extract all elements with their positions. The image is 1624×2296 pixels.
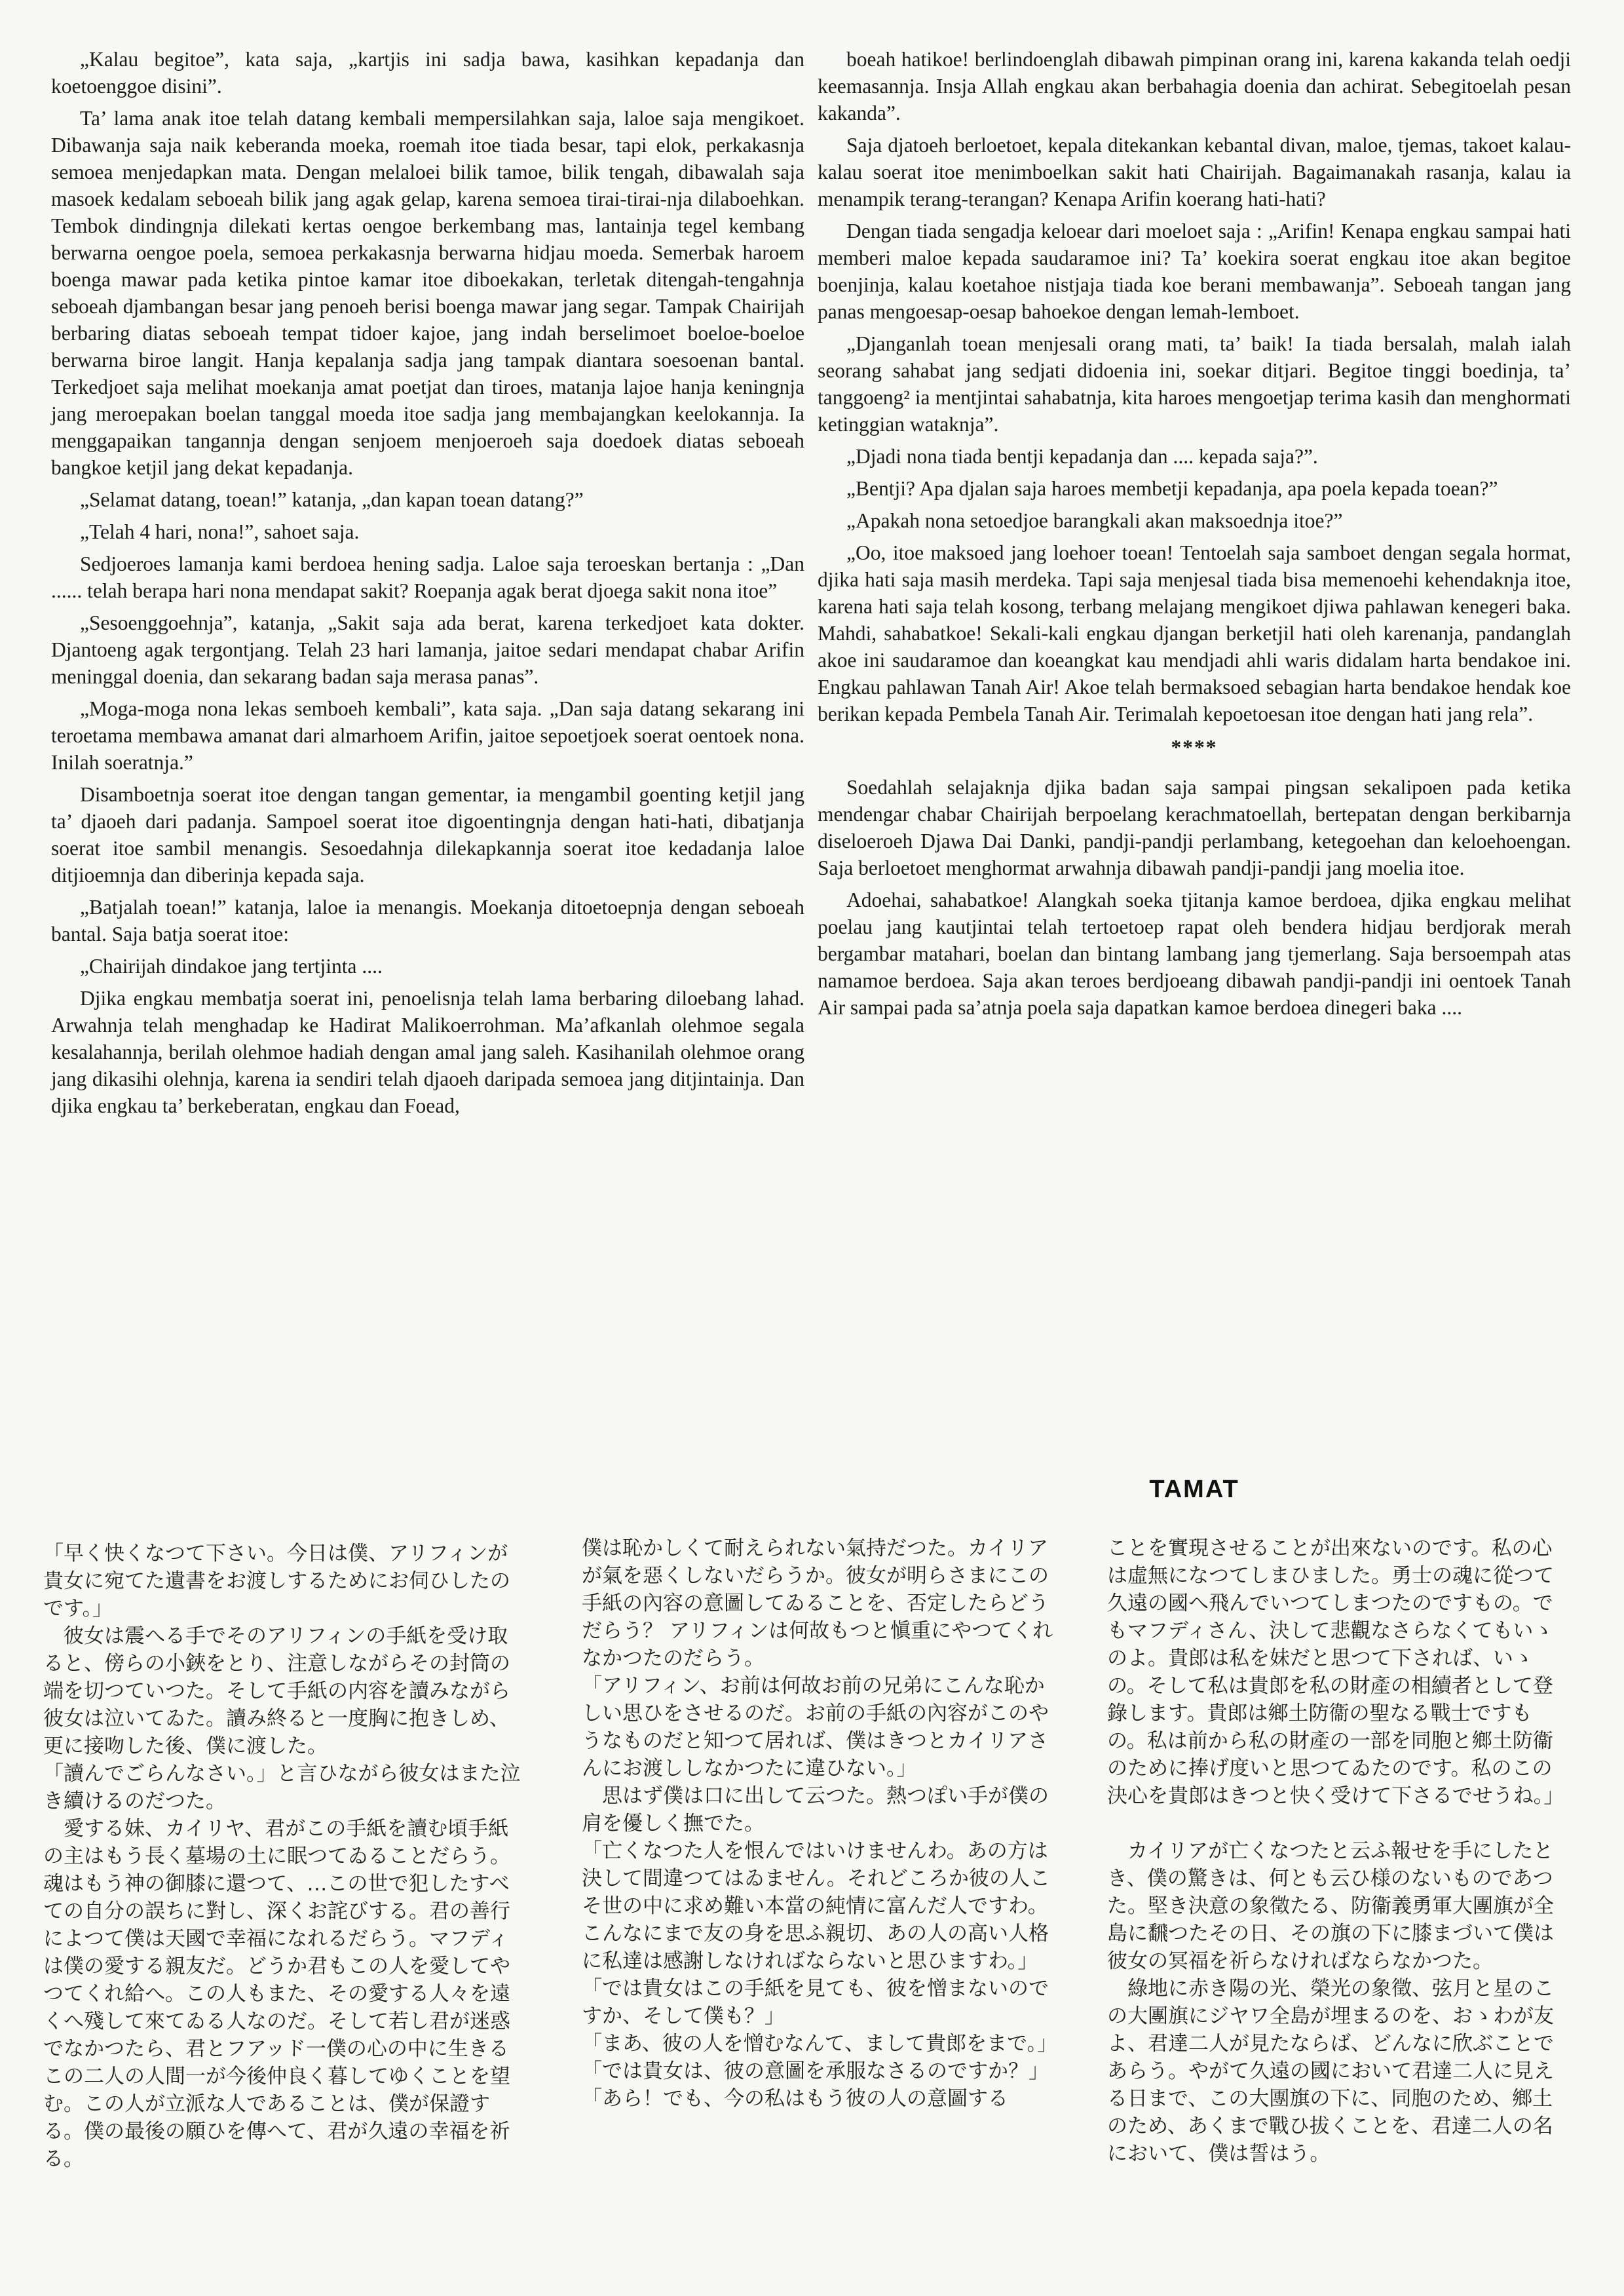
paragraph: 「では貴女はこの手紙を見ても、彼を憎まないのですか、そして僕も？」: [582, 1977, 1049, 2028]
paragraph: „Apakah nona setoedjoe barangkali akan maksoednja itoe?”: [846, 509, 1343, 532]
paragraph: boeah hatikoe! berlindoenglah dibawah pimpinan orang ini, karena kakanda telah oedji keemasannja. Insja Allah engkau akan berbahagia doenia dan achirat. Sebegitoelah pesan kakanda”.: [818, 48, 1571, 124]
paragraph: 僕は恥かしくて耐えられない氣持だつた。カイリアが氣を惡くしないだらうか。彼女が明らさまにこの手紙の內容の意圖してゐることを、否定したらどうだらう？ アリフィンは何故もつと愼重にやつてくれなかつたのだらう。: [582, 1537, 1053, 1670]
indonesian-text-left-column: [51, 46, 804, 1124]
paragraph: カイリアが亡くなつたと云ふ報せを手にしたとき、僕の驚きは、何とも云ひ様のないものであつた。堅き決意の象徵たる、防衞義勇軍大團旗が全島に飜つたその日、その旗の下に膝まづいて僕は彼女の冥福を祈らなければならなかつた。: [1107, 1839, 1554, 1973]
paragraph: „Bentji? Apa djalan saja haroes membetji kepadanja, apa poela kepada toean?”: [846, 477, 1498, 500]
paragraph: „Batjalah toean!” katanja, laloe ia menangis. Moekanja ditoetoepnja dengan seboeah bantal. Saja batja soerat itoe:: [51, 896, 804, 946]
end-mark: TAMAT: [1149, 1476, 1239, 1503]
japanese-text-column-1: [43, 1540, 525, 2173]
paragraph: 「早く快くなつて下さい。今日は僕、アリフィンが貴女に宛てた遺書をお渡しするためにお伺ひしたのです。」: [43, 1542, 510, 1620]
paragraph: Soedahlah selajaknja djika badan saja sampai pingsan sekalipoen pada ketika mendengar chabar Chairijah berpoelang kerachmatoellah, bertepatan dengan berkibarnja diseloeroeh Djawa Dai Danki, pandji-pandji perlambang, ketegoehan dan keloehoengan. Saja berloetoet menghormat arwahnja dibawah pandji-pandji jang moelia itoe.: [818, 776, 1571, 879]
paragraph: „Oo, itoe maksoed jang loehoer toean! Tentoelah saja samboet dengan segala hormat, djika hati saja masih merdeka. Tapi saja menjesal tiada bisa memenoehi kehendaknja itoe, karena hati saja telah kosong, terbang melajang mengikoet djiwa pahlawan kenegeri baka. Mahdi, sahabatkoe! Sekali-kali engkau djangan berketjil hati oleh karenanja, pandanglah akoe ini saudaramoe dan koeangkat kau mendjadi ahli waris didalam harta bendakoe ini. Engkau pahlawan Tanah Air! Akoe telah bermaksoed sebagian harta bendakoe hendak koe berikan kepada Pembela Tanah Air. Terimalah kepoetoesan itoe dengan hati jang rela”.: [818, 541, 1571, 725]
paragraph: Disamboetnja soerat itoe dengan tangan gementar, ia mengambil goenting ketjil jang ta’ djaoeh dari padanja. Sampoel soerat itoe digoentingnja dengan hati-hati, dibatjanja soerat itoe sambil menangis. Sesoedahnja dilekapkannja soerat itoe kedadanja laloe ditjioemnja dan diberinja kepada saja.: [51, 783, 804, 887]
paragraph: Sedjoeroes lamanja kami berdoea hening sadja. Laloe saja teroeskan bertanja : „Dan ...... telah berapa hari nona mendapat sakit? Roepanja agak berat djoega sakit nona itoe”: [51, 552, 804, 602]
section-separator: ****: [1171, 736, 1218, 759]
paragraph: Adoehai, sahabatkoe! Alangkah soeka tjitanja kamoe berdoea, djika engkau melihat poelau jang kautjintai telah tertoetoep rapat oleh bendera hidjau berdjorak merah bergambar matahari, boelan dan bintang lambang jang tjemerlang. Saja bersoempah atas namamoe berdoea. Saja akan teroes berdjoeang dibawah pandji-pandji ini oentoek Tanah Air sampai pada sa’atnja poela saja dapatkan kamoe berdoea dinegeri baka ....: [818, 889, 1571, 1019]
paragraph: Saja djatoeh berloetoet, kepala ditekankan kebantal divan, maloe, tjemas, takoet kalau-kalau soerat itoe menimboelkan sakit hati Chairijah. Bagaimanakah rasanja, kalau ia menampik terang-terangan? Kenapa Arifin koerang hati-hati?: [818, 134, 1571, 210]
paragraph: Ta’ lama anak itoe telah datang kembali mempersilahkan saja, laloe saja mengikoet. Dibawanja saja naik keberanda moeka, roemah itoe tiada besar, tapi elok, perkakasnja semoea menjedapkan mata. Dengan melaloei bilik tamoe, bilik tengah, dibawalah saja masoek kedalam seboeah bilik jang agak gelap, karena semoea tirai-tirai-nja dilaboehkan. Tembok dindingnja dilekati kertas oengoe berkembang mas, lantainja tegel kembang berwarna oengoe poela, semoea perkakasnja berwarna hidjau moeda. Semerbak haroem boenga mawar pada ketika pintoe kamar itoe diboekakan, terletak ditengah-tengahnja seboeah djambangan besar jang penoeh berisi boenga mawar jang segar. Tampak Chairijah berbaring diatas seboeah tempat tidoer kajoe, jang indah berselimoet boeloe-boeloe berwarna biroe langit. Hanja kepalanja sadja jang tampak diantara soesoenan bantal. Terkedjoet saja melihat moekanja amat poetjat dan tiroes, matanja lajoe hanja keningnja jang meroepakan boelan tanggal moeda itoe sadja jang membajangkan keelokannja. Ia menggapaikan tangannja dengan senjoem menjoeroeh saja doedoek diatas seboeah bangkoe ketjil jang dekat kepadanja.: [51, 107, 804, 479]
paragraph: Djika engkau membatja soerat ini, penoelisnja telah lama berbaring diloebang lahad. Arwahnja telah menghadap ke Hadirat Malikoerrohman. Ma’afkanlah olehmoe segala kesalahannja, berilah olehmoe hadiah dengan amal jang saleh. Kasihanilah olehmoe orang jang dikasihi olehnja, karena ia sendiri telah djaoeh daripada semoea jang ditjintainja. Dan djika engkau ta’ berkeberatan, engkau dan Foead,: [51, 987, 804, 1117]
paragraph: 綠地に赤き陽の光、榮光の象徵、弦月と星のこの大團旗にジヤワ全島が埋まるのを、おゝわが友よ、君達二人が見たならば、どんなに欣ぶことであらう。やがて久遠の國において君達二人に見える日まで、この大團旗の下に、同胞のため、鄉土のため、あくまで戰ひ拔くことを、君達二人の名において、僕は誓はう。: [1107, 1977, 1554, 2166]
paragraph: „Telah 4 hari, nona!”, sahoet saja.: [80, 520, 360, 543]
paragraph: „Djadi nona tiada bentji kepadanja dan .... kepada saja?”.: [846, 445, 1318, 468]
paragraph: „Chairijah dindakoe jang tertjinta ....: [80, 955, 383, 978]
paragraph: „Sesoenggoehnja”, katanja, „Sakit saja ada berat, karena terkedjoet kata dokter. Djantoeng agak tergontjang. Telah 23 hari lamanja, jaitoe sedari mendapat chabar Arifin meninggal doenia, dan sekarang badan saja merasa panas”.: [51, 611, 804, 688]
paragraph: „Kalau begitoe”, kata saja, „kartjis ini sadja bawa, kasihkan kepadanja dan koetoenggoe disini”.: [51, 48, 804, 98]
paragraph: Dengan tiada sengadja keloear dari moeloet saja : „Arifin! Kenapa engkau sampai hati memberi maloe kepada saudaramoe ini? Ta’ koekira soerat engkau itoe akan begitoe boenjinja, kalau koetahoe nistjaja tiada koe berani membawanja”. Seboeah tangan jang panas mengoesap-oesap bahoekoe dengan lemah-lemboet.: [818, 220, 1571, 323]
japanese-text-column-2: [582, 1535, 1058, 2113]
paragraph: 彼女は震へる手でそのアリフィンの手紙を受け取ると、傍らの小鋏をとり、注意しながらその封筒の端を切つていつた。そして手紙の内容を讀みながら彼女は泣いてゐた。讀み終ると一度胸に抱きしめ、更に接吻した後、僕に渡した。: [43, 1624, 510, 1758]
paragraph: „Selamat datang, toean!” katanja, „dan kapan toean datang?”: [80, 488, 584, 511]
paragraph: 思はず僕は口に出して云つた。熱つぽい手が僕の肩を優しく撫でた。: [582, 1784, 1049, 1835]
paragraph: „Moga-moga nona lekas semboeh kembali”, kata saja. „Dan saja datang sekarang ini teroetama membawa amanat dari almarhoem Arifin, jaitoe sepoetjoek soerat oentoek nona. Inilah soeratnja.”: [51, 697, 804, 774]
paragraph: 「亡くなつた人を恨んではいけませんわ。あの方は決して間違つてはゐません。それどころか彼の人こそ世の中に求め難い本當の純情に富んだ人ですわ。こんなにまで友の身を思ふ親切、あの人の高い人格に私達は感謝しなければならないと思ひますわ。」: [582, 1839, 1050, 1973]
paragraph: 「では貴女は、彼の意圖を承服なさるのですか？」: [582, 2059, 1049, 2083]
paragraph: „Djanganlah toean menjesali orang mati, ta’ baik! Ia tiada bersalah, malah ialah seorang sahabat jang sedjati didoenia ini, soekar ditjari. Begitoe tinggi boedinja, ta’ tanggoeng² ia mentjintai sahabatnja, kita haroes mengoetjap terima kasih dan menghormati ketinggian wataknja”.: [818, 332, 1571, 436]
japanese-text-column-3: [1107, 1535, 1566, 2168]
paragraph: 「まあ、彼の人を憎むなんて、まして貴郎をまで。」: [582, 2032, 1058, 2056]
paragraph: 「讀んでごらんなさい。」と言ひながら彼女はまた泣き續けるのだつた。: [43, 1762, 521, 1813]
indonesian-text-right-column: [818, 46, 1571, 1026]
paragraph: 愛する妹、カイリヤ、君がこの手紙を讀む頃手紙の主はもう長く墓場の土に眠つてゐることだらう。魂はもう神の御膝に還つて、…この世で犯したすべての自分の誤ちに對し、深くお詫びする。君の善行によつて僕は天國で幸福になれるだらう。マフディは僕の愛する親友だ。どうか君もこの人を愛してやつてくれ給へ。この人もまた、その愛する人々を遠くへ殘して來てゐる人なのだ。そして若し君が迷惑でなかつたら、君とフアッド一僕の心の中に生きるこの二人の人間一が今後仲良く暮してゆくことを望む。この人が立派な人であることは、僕が保證する。僕の最後の願ひを傳へて、君が久遠の幸福を祈る。: [43, 1817, 510, 2171]
paragraph: ことを實現させることが出來ないのです。私の心は虛無になつてしまひました。勇士の魂に從つて久遠の國へ飛んでいつてしまつたのですもの。でもマフディさん、決して悲觀なさらなくてもいゝのよ。貴郎は私を妹だと思つて下されば、いゝの。そして私は貴郎を私の財產の相續者として登錄します。貴郎は鄉土防衞の聖なる戰士ですもの。私は前から私の財產の一部を同胞と鄉土防衞のために捧げ度いと思つてゐたのです。私のこの決心を貴郎はきつと快く受けて下さるでせうね。」: [1107, 1537, 1564, 1808]
paragraph: 「あら！でも、今の私はもう彼の人の意圖する: [582, 2087, 1008, 2111]
paragraph: 「アリフィン、お前は何故お前の兄弟にこんな恥かしい思ひをさせるのだ。お前の手紙の內容がこのやうなものだと知つて居れば、僕はきつとカイリアさんにお渡ししなかつたに違ひない。」: [582, 1674, 1049, 1780]
